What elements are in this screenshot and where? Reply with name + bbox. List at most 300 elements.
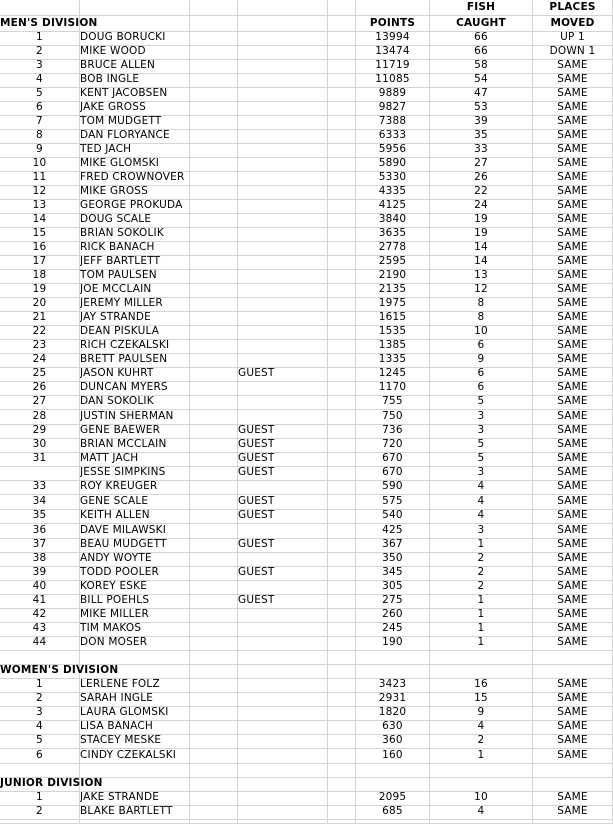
- rank-cell: [0, 46, 80, 60]
- rank-cell: [0, 721, 80, 735]
- points-cell-text: 2931: [378, 693, 407, 704]
- places-moved-cell: [533, 88, 613, 102]
- fish-caught-cell-text: 4: [477, 481, 485, 492]
- header-empty-cell: [190, 16, 238, 32]
- guest-cell: [238, 74, 328, 88]
- fish-caught-cell-text: 8: [477, 312, 485, 323]
- table-row: [0, 116, 613, 130]
- rank-cell: [0, 158, 80, 172]
- rank-cell: [0, 382, 80, 396]
- points-cell-text: 6333: [378, 130, 407, 141]
- guest-cell: [238, 567, 328, 581]
- guest-cell: [238, 382, 328, 396]
- name-cell: [80, 806, 190, 820]
- points-cell: [356, 806, 430, 820]
- name-cell-text: TOM PAULSEN: [80, 270, 157, 281]
- mens-division-title: [0, 16, 98, 32]
- name-cell-text: STACEY MESKE: [80, 735, 162, 746]
- points-cell: [356, 368, 430, 382]
- fish-caught-cell-text: 6: [477, 340, 485, 351]
- points-cell: [356, 74, 430, 88]
- places-moved-cell-text: SAME: [557, 721, 588, 732]
- points-cell-text: 2135: [378, 284, 407, 295]
- blank-row: [0, 820, 613, 824]
- table-row: [0, 200, 613, 214]
- empty-cell: [190, 623, 238, 637]
- name-cell: [80, 510, 190, 524]
- points-cell-text: 5956: [378, 144, 407, 155]
- rank-cell-text: 3: [36, 707, 43, 718]
- fish-caught-cell-text: 33: [474, 144, 488, 155]
- fish-caught-cell: [430, 60, 533, 74]
- guest-cell: [238, 88, 328, 102]
- places-moved-cell: [533, 396, 613, 410]
- empty-cell: [328, 368, 356, 382]
- points-cell-text: 11719: [375, 60, 410, 71]
- name-cell-text: KOREY ESKE: [80, 581, 148, 592]
- empty-cell: [328, 539, 356, 553]
- name-cell: [80, 200, 190, 214]
- name-cell: [80, 256, 190, 270]
- guest-cell: [238, 340, 328, 354]
- rank-cell: [0, 792, 80, 806]
- rank-cell: [0, 735, 80, 749]
- guest-cell: [238, 721, 328, 735]
- name-cell: [80, 481, 190, 495]
- guest-cell: [238, 792, 328, 806]
- points-cell-text: 350: [382, 553, 403, 564]
- empty-cell: [238, 778, 328, 792]
- name-cell-text: BEAU MUDGETT: [80, 539, 167, 550]
- rank-cell: [0, 298, 80, 312]
- fish-caught-cell-text: 1: [477, 595, 485, 606]
- name-cell: [80, 368, 190, 382]
- rank-cell: [0, 256, 80, 270]
- points-cell: [356, 172, 430, 186]
- places-moved-cell-text: SAME: [557, 481, 588, 492]
- empty-cell: [190, 749, 238, 764]
- fish-caught-cell: [430, 721, 533, 735]
- places-moved-cell: [533, 693, 613, 707]
- fish-caught-cell-text: 26: [474, 172, 488, 183]
- places-moved-cell-text: UP 1: [560, 32, 585, 43]
- empty-cell: [190, 256, 238, 270]
- empty-cell: [80, 764, 190, 778]
- fish-caught-cell-text: 27: [474, 158, 488, 169]
- points-cell: [356, 453, 430, 467]
- name-cell-text: JAKE STRANDE: [80, 792, 160, 803]
- fish-caught-cell: [430, 609, 533, 623]
- table-row: [0, 481, 613, 495]
- points-cell-text: 670: [382, 467, 403, 478]
- fish-caught-cell-text: 9: [477, 354, 485, 365]
- fish-caught-cell: [430, 595, 533, 609]
- points-cell: [356, 186, 430, 200]
- guest-cell: [238, 354, 328, 368]
- header-row-2: [0, 16, 613, 32]
- fish-caught-cell: [430, 481, 533, 495]
- places-moved-cell: [533, 510, 613, 524]
- table-row: [0, 74, 613, 88]
- points-cell-text: 4125: [378, 200, 407, 211]
- guest-cell-text: GUEST: [238, 425, 275, 436]
- rank-cell: [0, 567, 80, 581]
- places-moved-cell-text: SAME: [557, 623, 588, 634]
- womens-division-title-text: WOMEN'S DIVISION: [0, 664, 119, 676]
- empty-cell: [430, 665, 533, 679]
- fish-caught-cell: [430, 539, 533, 553]
- guest-cell: [238, 200, 328, 214]
- rank-cell: [0, 116, 80, 130]
- table-row: [0, 340, 613, 354]
- empty-cell: [328, 228, 356, 242]
- fish-caught-cell-text: 6: [477, 382, 485, 393]
- rank-cell: [0, 214, 80, 228]
- places-moved-cell-text: SAME: [557, 228, 588, 239]
- empty-cell: [328, 721, 356, 735]
- table-row: [0, 214, 613, 228]
- points-cell: [356, 228, 430, 242]
- points-cell-text: 345: [382, 567, 403, 578]
- places-moved-cell: [533, 102, 613, 116]
- name-cell: [80, 382, 190, 396]
- rank-cell: [0, 467, 80, 481]
- fish-caught-cell-text: 14: [474, 256, 488, 267]
- rank-cell-text: 2: [36, 806, 43, 817]
- fish-caught-cell-text: 1: [477, 609, 485, 620]
- name-cell-text: FRED CROWNOVER: [80, 172, 185, 183]
- table-row: [0, 46, 613, 60]
- empty-cell: [190, 567, 238, 581]
- rank-cell: [0, 228, 80, 242]
- points-cell: [356, 312, 430, 326]
- places-moved-cell: [533, 679, 613, 693]
- fish-caught-cell: [430, 144, 533, 158]
- fish-caught-cell: [430, 581, 533, 595]
- name-cell: [80, 495, 190, 510]
- fish-caught-cell: [430, 102, 533, 116]
- guest-cell: [238, 368, 328, 382]
- empty-cell: [328, 242, 356, 256]
- fish-caught-cell: [430, 74, 533, 88]
- empty-cell: [533, 665, 613, 679]
- empty-cell: [190, 665, 238, 679]
- fish-caught-cell-text: 5: [477, 439, 485, 450]
- fish-caught-cell-text: 3: [477, 425, 485, 436]
- fish-caught-cell: [430, 806, 533, 820]
- points-cell: [356, 32, 430, 46]
- name-cell: [80, 46, 190, 60]
- name-cell-text: DOUG BORUCKI: [80, 32, 166, 43]
- fish-caught-cell-text: 66: [474, 32, 488, 43]
- places-moved-cell: [533, 806, 613, 820]
- empty-cell: [190, 200, 238, 214]
- empty-cell: [328, 778, 356, 792]
- name-cell-text: BRUCE ALLEN: [80, 60, 156, 71]
- table-row: [0, 382, 613, 396]
- guest-cell: [238, 158, 328, 172]
- rank-cell: [0, 32, 80, 46]
- table-row: [0, 609, 613, 623]
- points-cell-text: 1975: [378, 298, 407, 309]
- places-moved-cell: [533, 481, 613, 495]
- points-cell: [356, 242, 430, 256]
- places-moved-cell: [533, 214, 613, 228]
- rank-cell: [0, 637, 80, 651]
- fish-caught-cell-text: 15: [474, 693, 488, 704]
- guest-cell-text: GUEST: [238, 567, 275, 578]
- rank-cell: [0, 749, 80, 764]
- fish-caught-cell: [430, 88, 533, 102]
- fish-caught-cell-text: 4: [477, 495, 485, 507]
- guest-cell: [238, 410, 328, 425]
- name-cell-text: BILL POEHLS: [80, 595, 150, 606]
- points-cell: [356, 481, 430, 495]
- table-row: [0, 242, 613, 256]
- places-moved-cell-text: SAME: [557, 312, 588, 323]
- rank-cell-text: 16: [32, 242, 47, 253]
- fish-caught-cell-text: 10: [474, 326, 488, 337]
- empty-cell: [190, 158, 238, 172]
- name-cell: [80, 186, 190, 200]
- rank-cell: [0, 326, 80, 340]
- name-cell: [80, 130, 190, 144]
- fish-caught-cell-text: 39: [474, 116, 488, 127]
- points-cell-text: 1245: [378, 368, 407, 379]
- name-cell-text: JUSTIN SHERMAN: [80, 410, 174, 422]
- empty-cell: [328, 467, 356, 481]
- places-moved-cell: [533, 32, 613, 46]
- places-moved-cell-text: SAME: [557, 792, 588, 803]
- empty-cell: [190, 721, 238, 735]
- empty-cell: [328, 382, 356, 396]
- empty-cell: [328, 510, 356, 524]
- name-cell-text: DAN FLORYANCE: [80, 130, 170, 141]
- empty-cell: [328, 792, 356, 806]
- points-cell: [356, 623, 430, 637]
- rank-cell-text: 18: [32, 270, 47, 281]
- points-cell: [356, 439, 430, 453]
- name-cell: [80, 270, 190, 284]
- fish-caught-cell-text: 22: [474, 186, 488, 197]
- rank-cell-text: 26: [32, 382, 47, 393]
- empty-cell: [190, 396, 238, 410]
- guest-cell: [238, 707, 328, 721]
- name-cell: [80, 172, 190, 186]
- places-header-line1: [533, 0, 613, 16]
- fish-caught-cell-text: 3: [477, 410, 485, 422]
- rank-cell-text: 11: [32, 172, 47, 183]
- empty-cell: [190, 172, 238, 186]
- table-row: [0, 467, 613, 481]
- fish-caught-cell: [430, 354, 533, 368]
- places-moved-cell-text: SAME: [557, 553, 588, 564]
- rank-cell-text: 7: [36, 116, 43, 127]
- empty-cell: [238, 820, 328, 824]
- name-cell: [80, 637, 190, 651]
- name-cell: [80, 144, 190, 158]
- empty-cell: [190, 778, 238, 792]
- places-moved-cell: [533, 581, 613, 595]
- empty-cell: [356, 665, 430, 679]
- guest-cell: [238, 242, 328, 256]
- places-moved-cell-text: SAME: [557, 382, 588, 393]
- fish-caught-cell: [430, 242, 533, 256]
- places-moved-cell: [533, 792, 613, 806]
- name-cell: [80, 792, 190, 806]
- points-cell-text: 590: [382, 481, 403, 492]
- places-moved-cell-text: SAME: [557, 270, 588, 281]
- name-cell-text: JEREMY MILLER: [80, 298, 163, 309]
- guest-cell: [238, 495, 328, 510]
- points-cell: [356, 46, 430, 60]
- empty-cell: [328, 396, 356, 410]
- rank-cell: [0, 524, 80, 539]
- places-moved-cell: [533, 116, 613, 130]
- places-moved-cell-text: SAME: [557, 495, 588, 507]
- empty-cell: [190, 60, 238, 74]
- name-cell-text: LERLENE FOLZ: [80, 679, 160, 690]
- rank-cell: [0, 679, 80, 693]
- points-cell-text: 360: [382, 735, 403, 746]
- table-row: [0, 510, 613, 524]
- empty-cell: [190, 820, 238, 824]
- table-row: [0, 425, 613, 439]
- header-empty-cell: [190, 0, 238, 16]
- table-row: [0, 396, 613, 410]
- empty-cell: [190, 707, 238, 721]
- fish-caught-cell: [430, 284, 533, 298]
- empty-cell: [190, 524, 238, 539]
- name-cell-text: GEORGE PROKUDA: [80, 200, 183, 211]
- empty-cell: [190, 382, 238, 396]
- fish-caught-cell: [430, 467, 533, 481]
- points-cell: [356, 284, 430, 298]
- empty-cell: [328, 609, 356, 623]
- header-empty-cell: [0, 0, 80, 16]
- blank-row: [0, 651, 613, 665]
- empty-cell: [533, 820, 613, 824]
- rank-cell: [0, 806, 80, 820]
- empty-cell: [328, 806, 356, 820]
- rank-cell-text: 41: [32, 595, 47, 606]
- places-moved-cell-text: SAME: [557, 298, 588, 309]
- guest-cell: [238, 524, 328, 539]
- fish-caught-cell-text: 6: [477, 368, 485, 379]
- points-cell: [356, 60, 430, 74]
- places-moved-cell-text: SAME: [557, 74, 588, 85]
- rank-cell-text: 6: [36, 102, 43, 113]
- empty-cell: [328, 158, 356, 172]
- rank-cell: [0, 144, 80, 158]
- name-cell-text: SARAH INGLE: [80, 693, 154, 704]
- rank-cell-text: 39: [32, 567, 47, 578]
- points-cell-text: 9827: [378, 102, 407, 113]
- rank-cell-text: 19: [32, 284, 47, 295]
- table-row: [0, 623, 613, 637]
- places-moved-cell-text: SAME: [557, 102, 588, 113]
- empty-cell: [190, 228, 238, 242]
- rank-cell: [0, 425, 80, 439]
- rank-cell-text: 17: [32, 256, 47, 267]
- fish-caught-cell: [430, 298, 533, 312]
- table-row: [0, 88, 613, 102]
- empty-cell: [533, 778, 613, 792]
- rank-cell-text: 38: [32, 553, 47, 564]
- fish-caught-cell-text: 2: [477, 735, 485, 746]
- rank-cell-text: 30: [32, 439, 47, 450]
- fish-caught-cell: [430, 32, 533, 46]
- name-cell: [80, 214, 190, 228]
- places-moved-cell: [533, 256, 613, 270]
- name-cell-text: RICK BANACH: [80, 242, 155, 253]
- guest-cell: [238, 439, 328, 453]
- places-moved-cell-text: SAME: [557, 172, 588, 183]
- rank-cell-text: 1: [36, 32, 43, 43]
- fish-caught-cell: [430, 707, 533, 721]
- rank-cell-text: 44: [32, 637, 47, 648]
- name-cell: [80, 74, 190, 88]
- places-moved-cell: [533, 46, 613, 60]
- name-cell: [80, 581, 190, 595]
- name-cell: [80, 553, 190, 567]
- table-row: [0, 581, 613, 595]
- empty-cell: [328, 637, 356, 651]
- empty-cell: [328, 312, 356, 326]
- points-cell: [356, 581, 430, 595]
- fish-caught-cell: [430, 270, 533, 284]
- name-cell-text: ROY KREUGER: [80, 481, 158, 492]
- empty-cell: [328, 495, 356, 510]
- points-cell: [356, 679, 430, 693]
- points-cell-text: 3423: [378, 679, 407, 690]
- rank-cell-text: 13: [32, 200, 47, 211]
- guest-cell: [238, 228, 328, 242]
- points-cell-text: 7388: [378, 116, 407, 127]
- empty-cell: [328, 693, 356, 707]
- name-cell-text: JASON KUHRT: [80, 368, 154, 379]
- empty-cell: [190, 130, 238, 144]
- places-moved-cell: [533, 609, 613, 623]
- places-moved-cell-text: SAME: [557, 326, 588, 337]
- fish-header-line1: [430, 0, 533, 16]
- name-cell: [80, 439, 190, 453]
- guest-cell-text: GUEST: [238, 495, 275, 507]
- empty-cell: [328, 88, 356, 102]
- empty-cell: [328, 410, 356, 425]
- fish-caught-cell: [430, 524, 533, 539]
- name-cell-text: DON MOSER: [80, 637, 148, 648]
- guest-cell: [238, 609, 328, 623]
- empty-cell: [190, 595, 238, 609]
- table-row: [0, 410, 613, 425]
- points-cell: [356, 326, 430, 340]
- name-cell-text: DOUG SCALE: [80, 214, 152, 225]
- points-cell-text: 190: [382, 637, 403, 648]
- points-cell: [356, 88, 430, 102]
- name-cell: [80, 410, 190, 425]
- points-cell: [356, 298, 430, 312]
- table-row: [0, 792, 613, 806]
- fish-caught-cell-text: 3: [477, 467, 485, 478]
- places-moved-cell: [533, 567, 613, 581]
- guest-cell: [238, 298, 328, 312]
- table-row: [0, 567, 613, 581]
- points-header-text: POINTS: [369, 17, 416, 29]
- empty-cell: [190, 467, 238, 481]
- guest-cell: [238, 60, 328, 74]
- empty-cell: [190, 495, 238, 510]
